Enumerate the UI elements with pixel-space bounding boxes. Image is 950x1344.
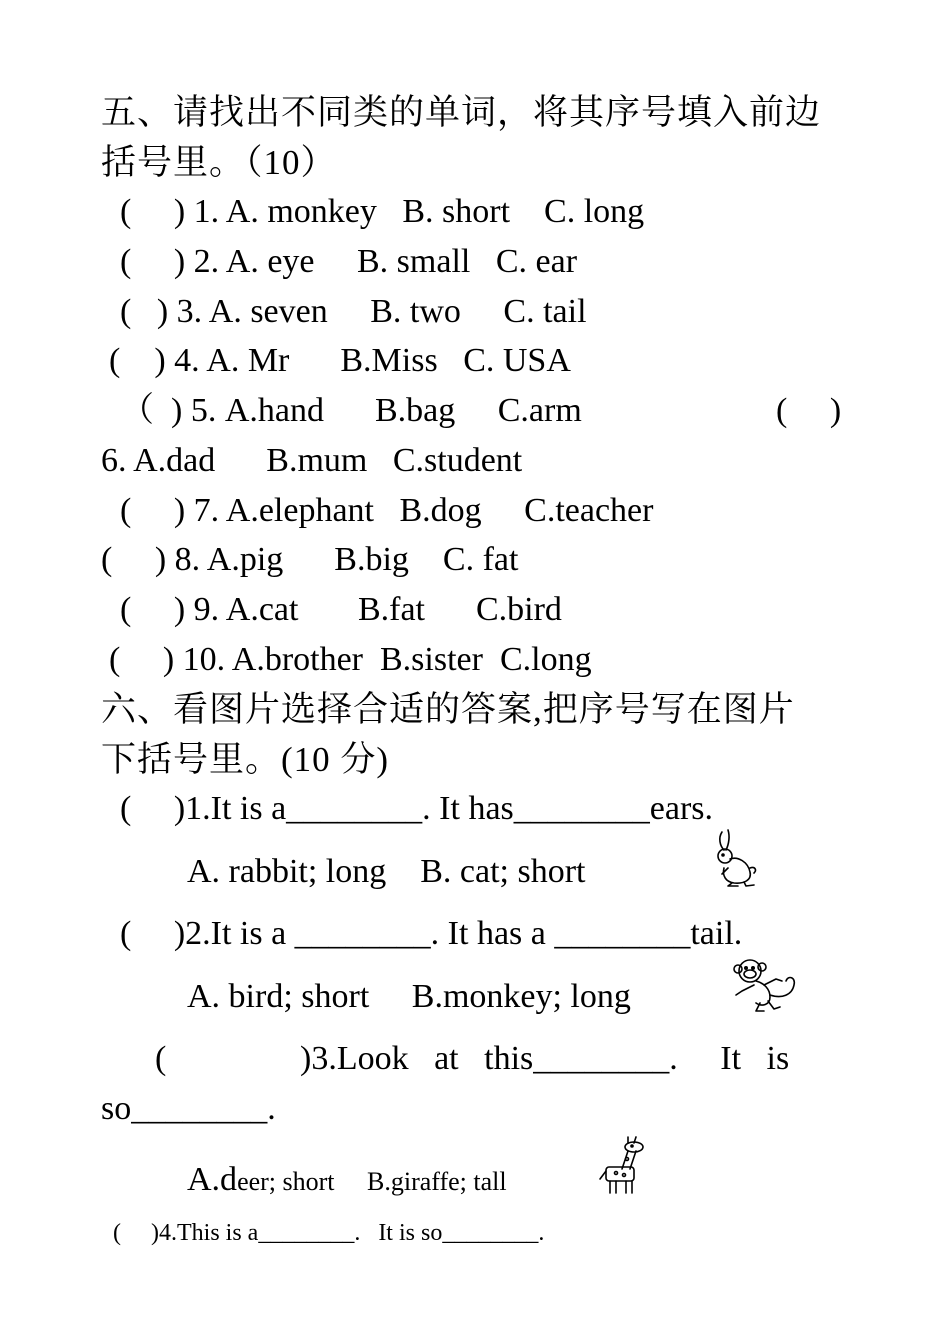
picture-question-1: ( )1.It is a________. It has________ears. (120, 790, 714, 827)
rabbit-icon (708, 828, 760, 888)
question-row-4: ( ) 4. A. Mr B.Miss C. USA (109, 342, 571, 379)
question-row-6-bracket: ( ) (776, 392, 842, 429)
section6-title-line1: 六、看图片选择合适的答案,把序号写在图片 (101, 690, 795, 729)
picture-question-1-options: A. rabbit; long B. cat; short (187, 853, 586, 890)
question-row-6: 6. A.dad B.mum C.student (101, 442, 523, 479)
section6-title-line2: 下括号里。(10 分) (101, 740, 390, 779)
picture-question-3: )3.Look at this________. It is (300, 1040, 790, 1077)
question-row-8: ( ) 8. A.pig B.big C. fat (101, 541, 519, 578)
picture-question-2-options: A. bird; short B.monkey; long (187, 978, 631, 1015)
picture-question-3-line2: so________. (101, 1090, 276, 1127)
question-row-10: ( ) 10. A.brother B.sister C.long (109, 641, 592, 678)
option-a-prefix: A.d (187, 1161, 238, 1198)
giraffe-icon (598, 1133, 650, 1195)
question-row-5: （ ) 5. A.hand B.bag C.arm (120, 392, 582, 429)
section5-title-line2: 括号里。（10） (101, 143, 337, 182)
question-row-3: ( ) 3. A. seven B. two C. tail (120, 293, 587, 330)
monkey-icon (730, 955, 800, 1013)
option-a-rest: eer; short B.giraffe; tall (237, 1167, 507, 1196)
question-row-7: ( ) 7. A.elephant B.dog C.teacher (120, 492, 654, 529)
question-row-1: ( ) 1. A. monkey B. short C. long (120, 193, 645, 230)
picture-question-3-options (187, 1163, 507, 1197)
section5-title-line1: 五、请找出不同类的单词，将其序号填入前边 (101, 93, 822, 132)
picture-question-4: ( )4.This is a________. It is so________. (113, 1220, 545, 1246)
picture-question-2: ( )2.It is a ________. It has a ________tail. (120, 915, 743, 952)
question-row-2: ( ) 2. A. eye B. small C. ear (120, 243, 578, 280)
question-row-9: ( ) 9. A.cat B.fat C.bird (120, 591, 562, 628)
picture-question-3-bracket: ( (155, 1040, 167, 1077)
